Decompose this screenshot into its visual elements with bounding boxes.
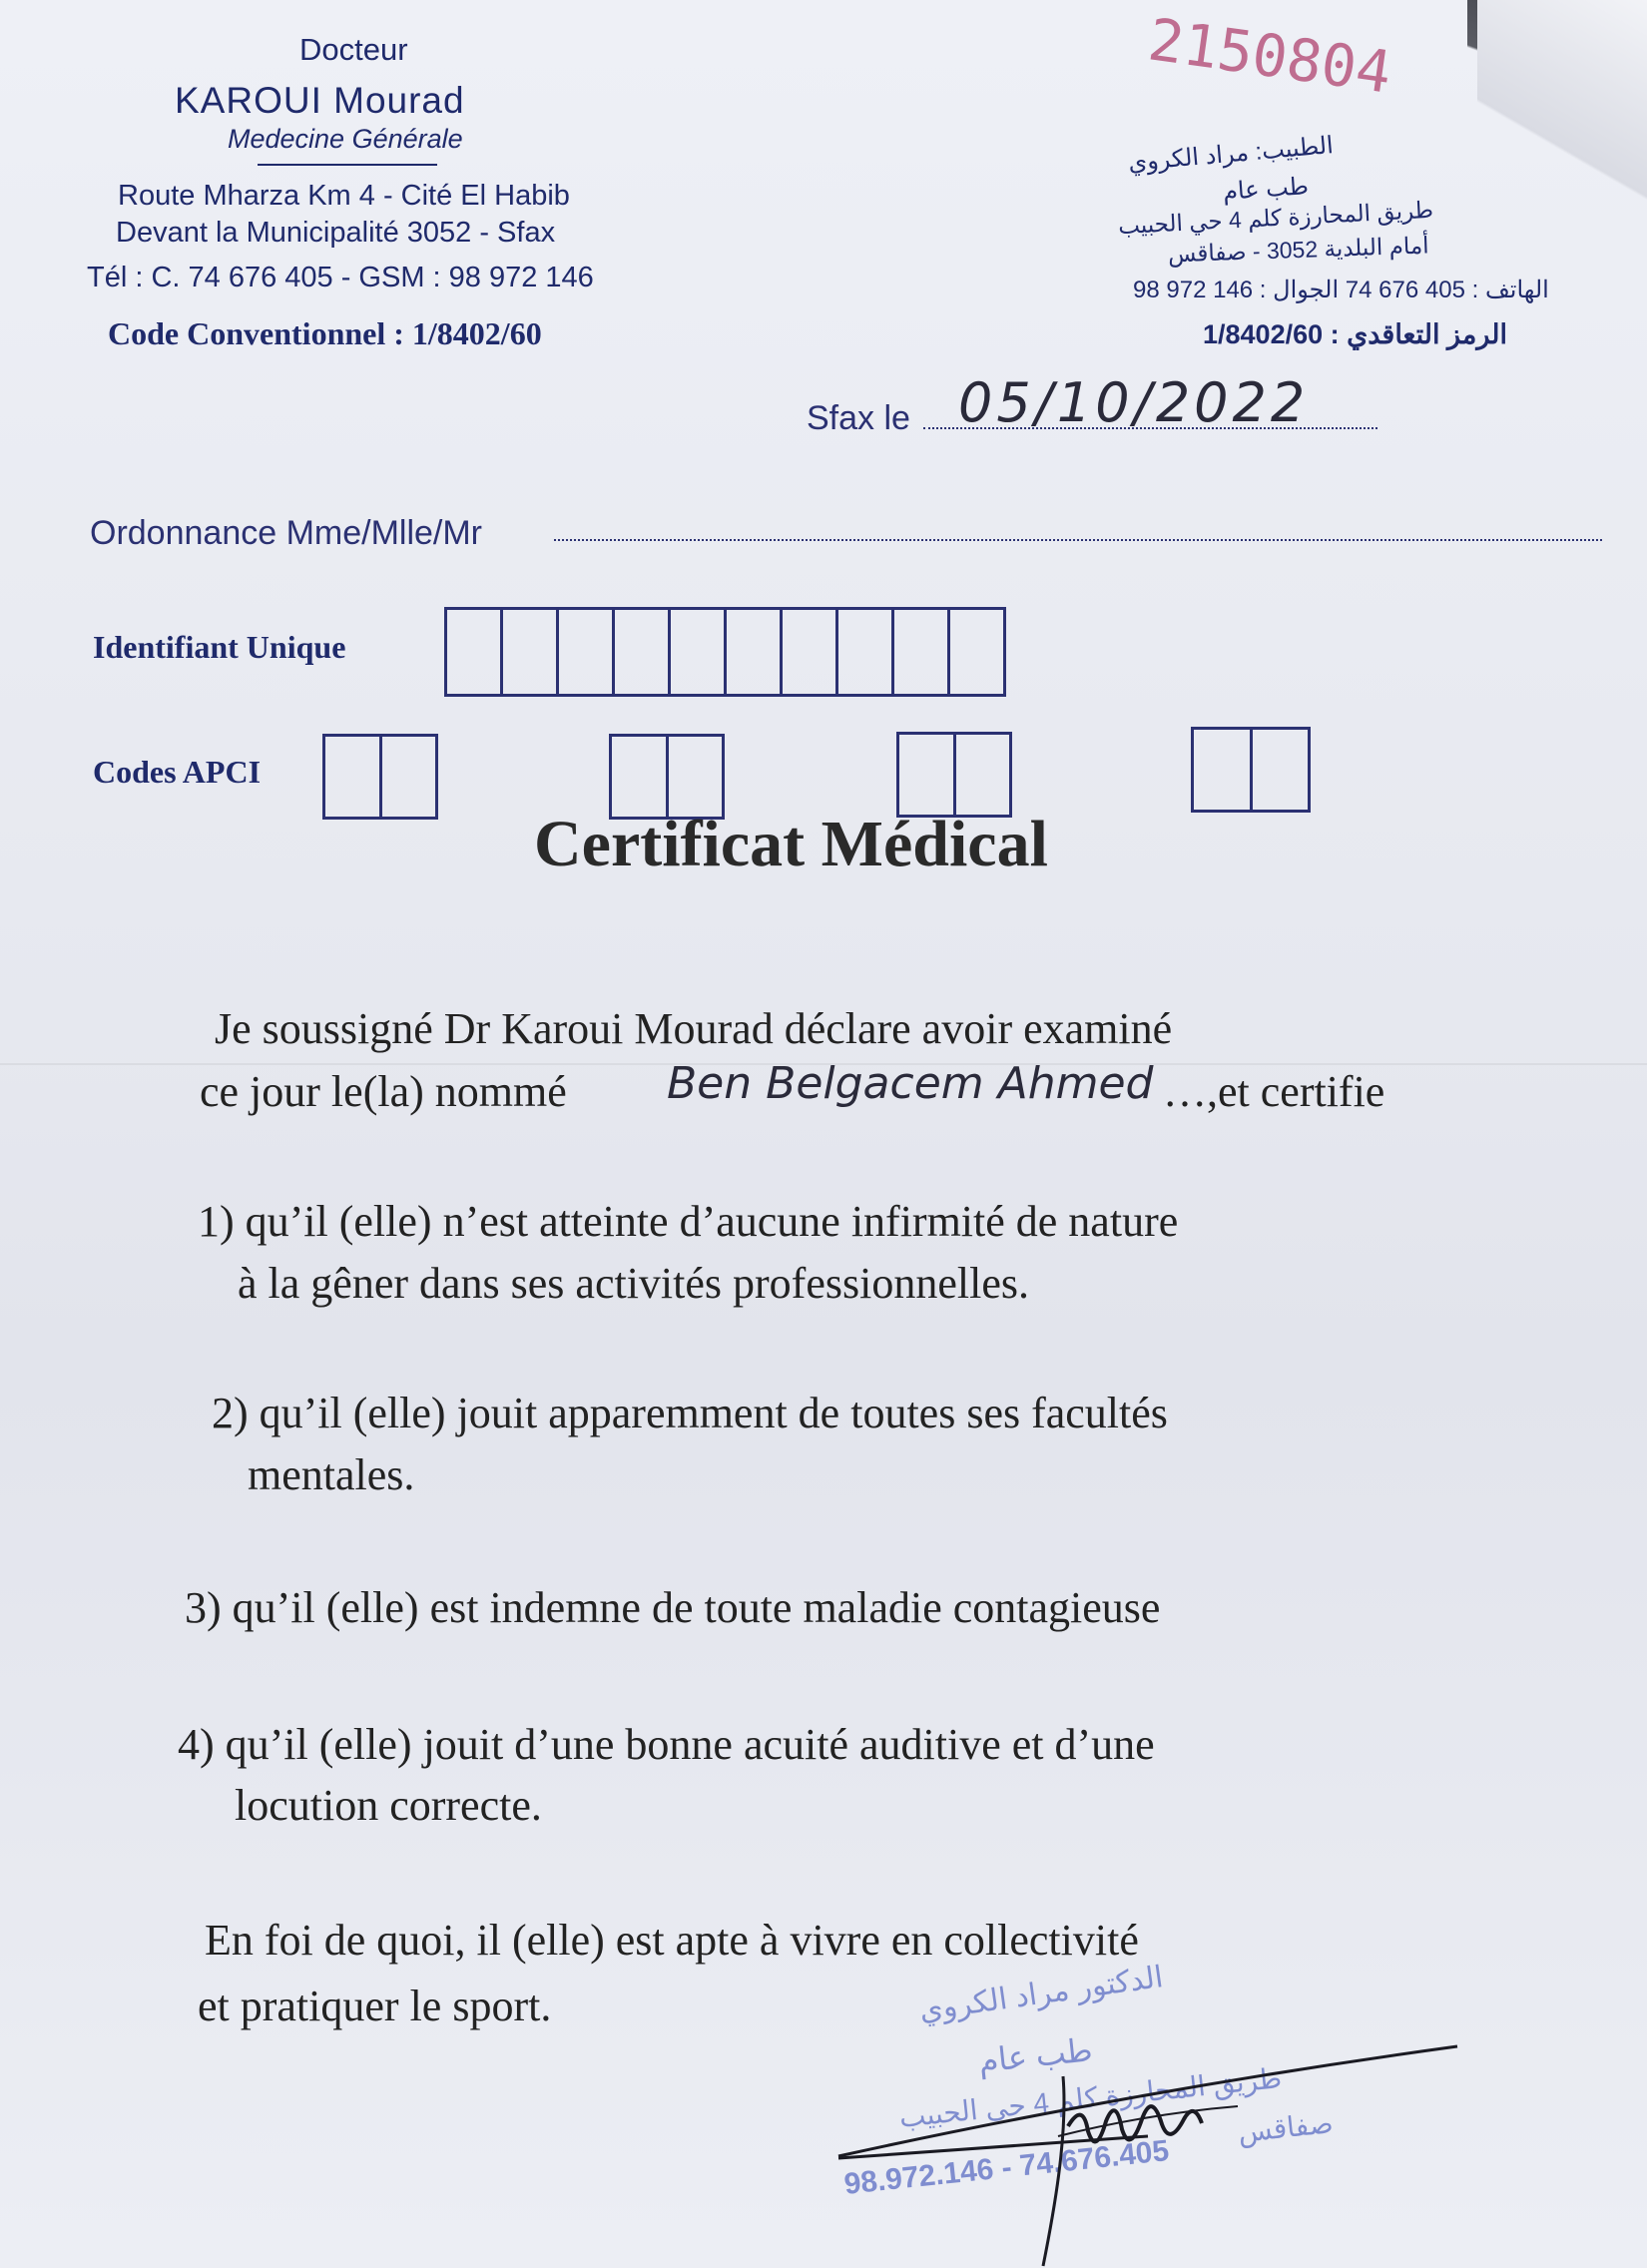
arabic-address-1: طريق المحارزة كلم 4 حي الحبيب xyxy=(1117,196,1434,240)
address-line-1: Route Mharza Km 4 - Cité El Habib xyxy=(118,180,570,212)
document-title: Certificat Médical xyxy=(534,808,1048,880)
arabic-doctor-name: الطبيب: مراد الكروي xyxy=(1127,132,1335,177)
id-box[interactable] xyxy=(894,610,950,694)
apci-box[interactable] xyxy=(382,737,436,817)
arabic-code: الرمز التعاقدي : 1/8402/60 xyxy=(1203,319,1507,349)
id-box[interactable] xyxy=(447,610,503,694)
code-conventionnel: Code Conventionnel : 1/8402/60 xyxy=(108,315,542,351)
address-line-2: Devant la Municipalité 3052 - Sfax xyxy=(116,217,556,249)
doctor-stamp-phone: 98.972.146 - 74.676.405 xyxy=(842,2134,1171,2202)
ordonnance-label: Ordonnance Mme/Mlle/Mr xyxy=(90,514,483,552)
conclusion-line-1: En foi de quoi, il (elle) est apte à vivre en collectivité xyxy=(205,1916,1139,1965)
item-2-line-1: 2) qu’il (elle) jouit apparemment de toutes ses facultés xyxy=(212,1389,1168,1437)
id-box[interactable] xyxy=(559,610,615,694)
id-box[interactable] xyxy=(838,610,894,694)
intro-line-2-prefix: ce jour le(la) nommé xyxy=(200,1067,567,1116)
header-divider xyxy=(258,164,437,166)
id-box[interactable] xyxy=(615,610,671,694)
doctor-stamp-city: صفاقس xyxy=(1236,2107,1335,2148)
phone-line: Tél : C. 74 676 405 - GSM : 98 972 146 xyxy=(87,262,594,293)
ordonnance-dotted-line xyxy=(554,539,1602,541)
apci-box-group-1[interactable] xyxy=(322,734,438,820)
doctor-stamp-specialty: طب عام xyxy=(976,2031,1095,2079)
id-box[interactable] xyxy=(783,610,838,694)
arabic-phone: الهاتف : 405 676 74 الجوال : 146 972 98 xyxy=(1133,277,1549,303)
apci-box[interactable] xyxy=(956,735,1010,815)
arabic-address-2: أمام البلدية 3052 - صفاقس xyxy=(1167,232,1429,268)
id-box[interactable] xyxy=(503,610,559,694)
codes-apci-label: Codes APCI xyxy=(93,754,262,790)
paper-underneath xyxy=(1477,0,1647,260)
intro-line-2-suffix: …,et certifie xyxy=(1163,1067,1385,1116)
apci-box[interactable] xyxy=(669,737,723,817)
signature-icon xyxy=(819,2016,1477,2268)
apci-box[interactable] xyxy=(325,737,382,817)
item-4-line-2: locution correcte. xyxy=(235,1781,542,1830)
item-3-line-1: 3) qu’il (elle) est indemne de toute maladie contagieuse xyxy=(185,1583,1161,1632)
item-1-line-2: à la gêner dans ses activités professionnelles. xyxy=(238,1259,1029,1308)
date-label: Sfax le xyxy=(807,399,910,437)
serial-stamp: 2150804 xyxy=(1144,5,1395,107)
id-box[interactable] xyxy=(950,610,1003,694)
item-4-line-1: 4) qu’il (elle) jouit d’une bonne acuité auditive et d’une xyxy=(178,1720,1155,1769)
conclusion-line-2: et pratiquer le sport. xyxy=(198,1982,552,2030)
apci-box[interactable] xyxy=(1194,730,1253,810)
apci-box[interactable] xyxy=(899,735,956,815)
identifiant-boxes[interactable] xyxy=(444,607,1006,697)
identifiant-label: Identifiant Unique xyxy=(93,629,346,665)
id-box[interactable] xyxy=(727,610,783,694)
doctor-stamp-address: طريق المحارزة كلم 4 حي الحبيب xyxy=(897,2061,1284,2134)
doctor-stamp-name: الدكتور مراد الكروي xyxy=(916,1961,1166,2027)
apci-box-group-3[interactable] xyxy=(896,732,1012,818)
intro-line-1: Je soussigné Dr Karoui Mourad déclare avoir examiné xyxy=(215,1004,1173,1053)
doctor-specialty: Medecine Générale xyxy=(228,124,463,154)
item-2-line-2: mentales. xyxy=(248,1450,415,1499)
id-box[interactable] xyxy=(671,610,727,694)
date-handwritten: 05/10/2022 xyxy=(958,371,1310,434)
header-title: Docteur xyxy=(299,32,408,67)
apci-box-group-4[interactable] xyxy=(1191,727,1311,813)
apci-box[interactable] xyxy=(612,737,669,817)
item-1-line-1: 1) qu’il (elle) n’est atteinte d’aucune infirmité de nature xyxy=(198,1197,1179,1246)
apci-box[interactable] xyxy=(1253,730,1309,810)
arabic-specialty: طب عام xyxy=(1222,173,1310,206)
doctor-name: KAROUI Mourad xyxy=(175,80,465,121)
patient-name-handwritten: Ben Belgacem Ahmed xyxy=(667,1058,1154,1109)
